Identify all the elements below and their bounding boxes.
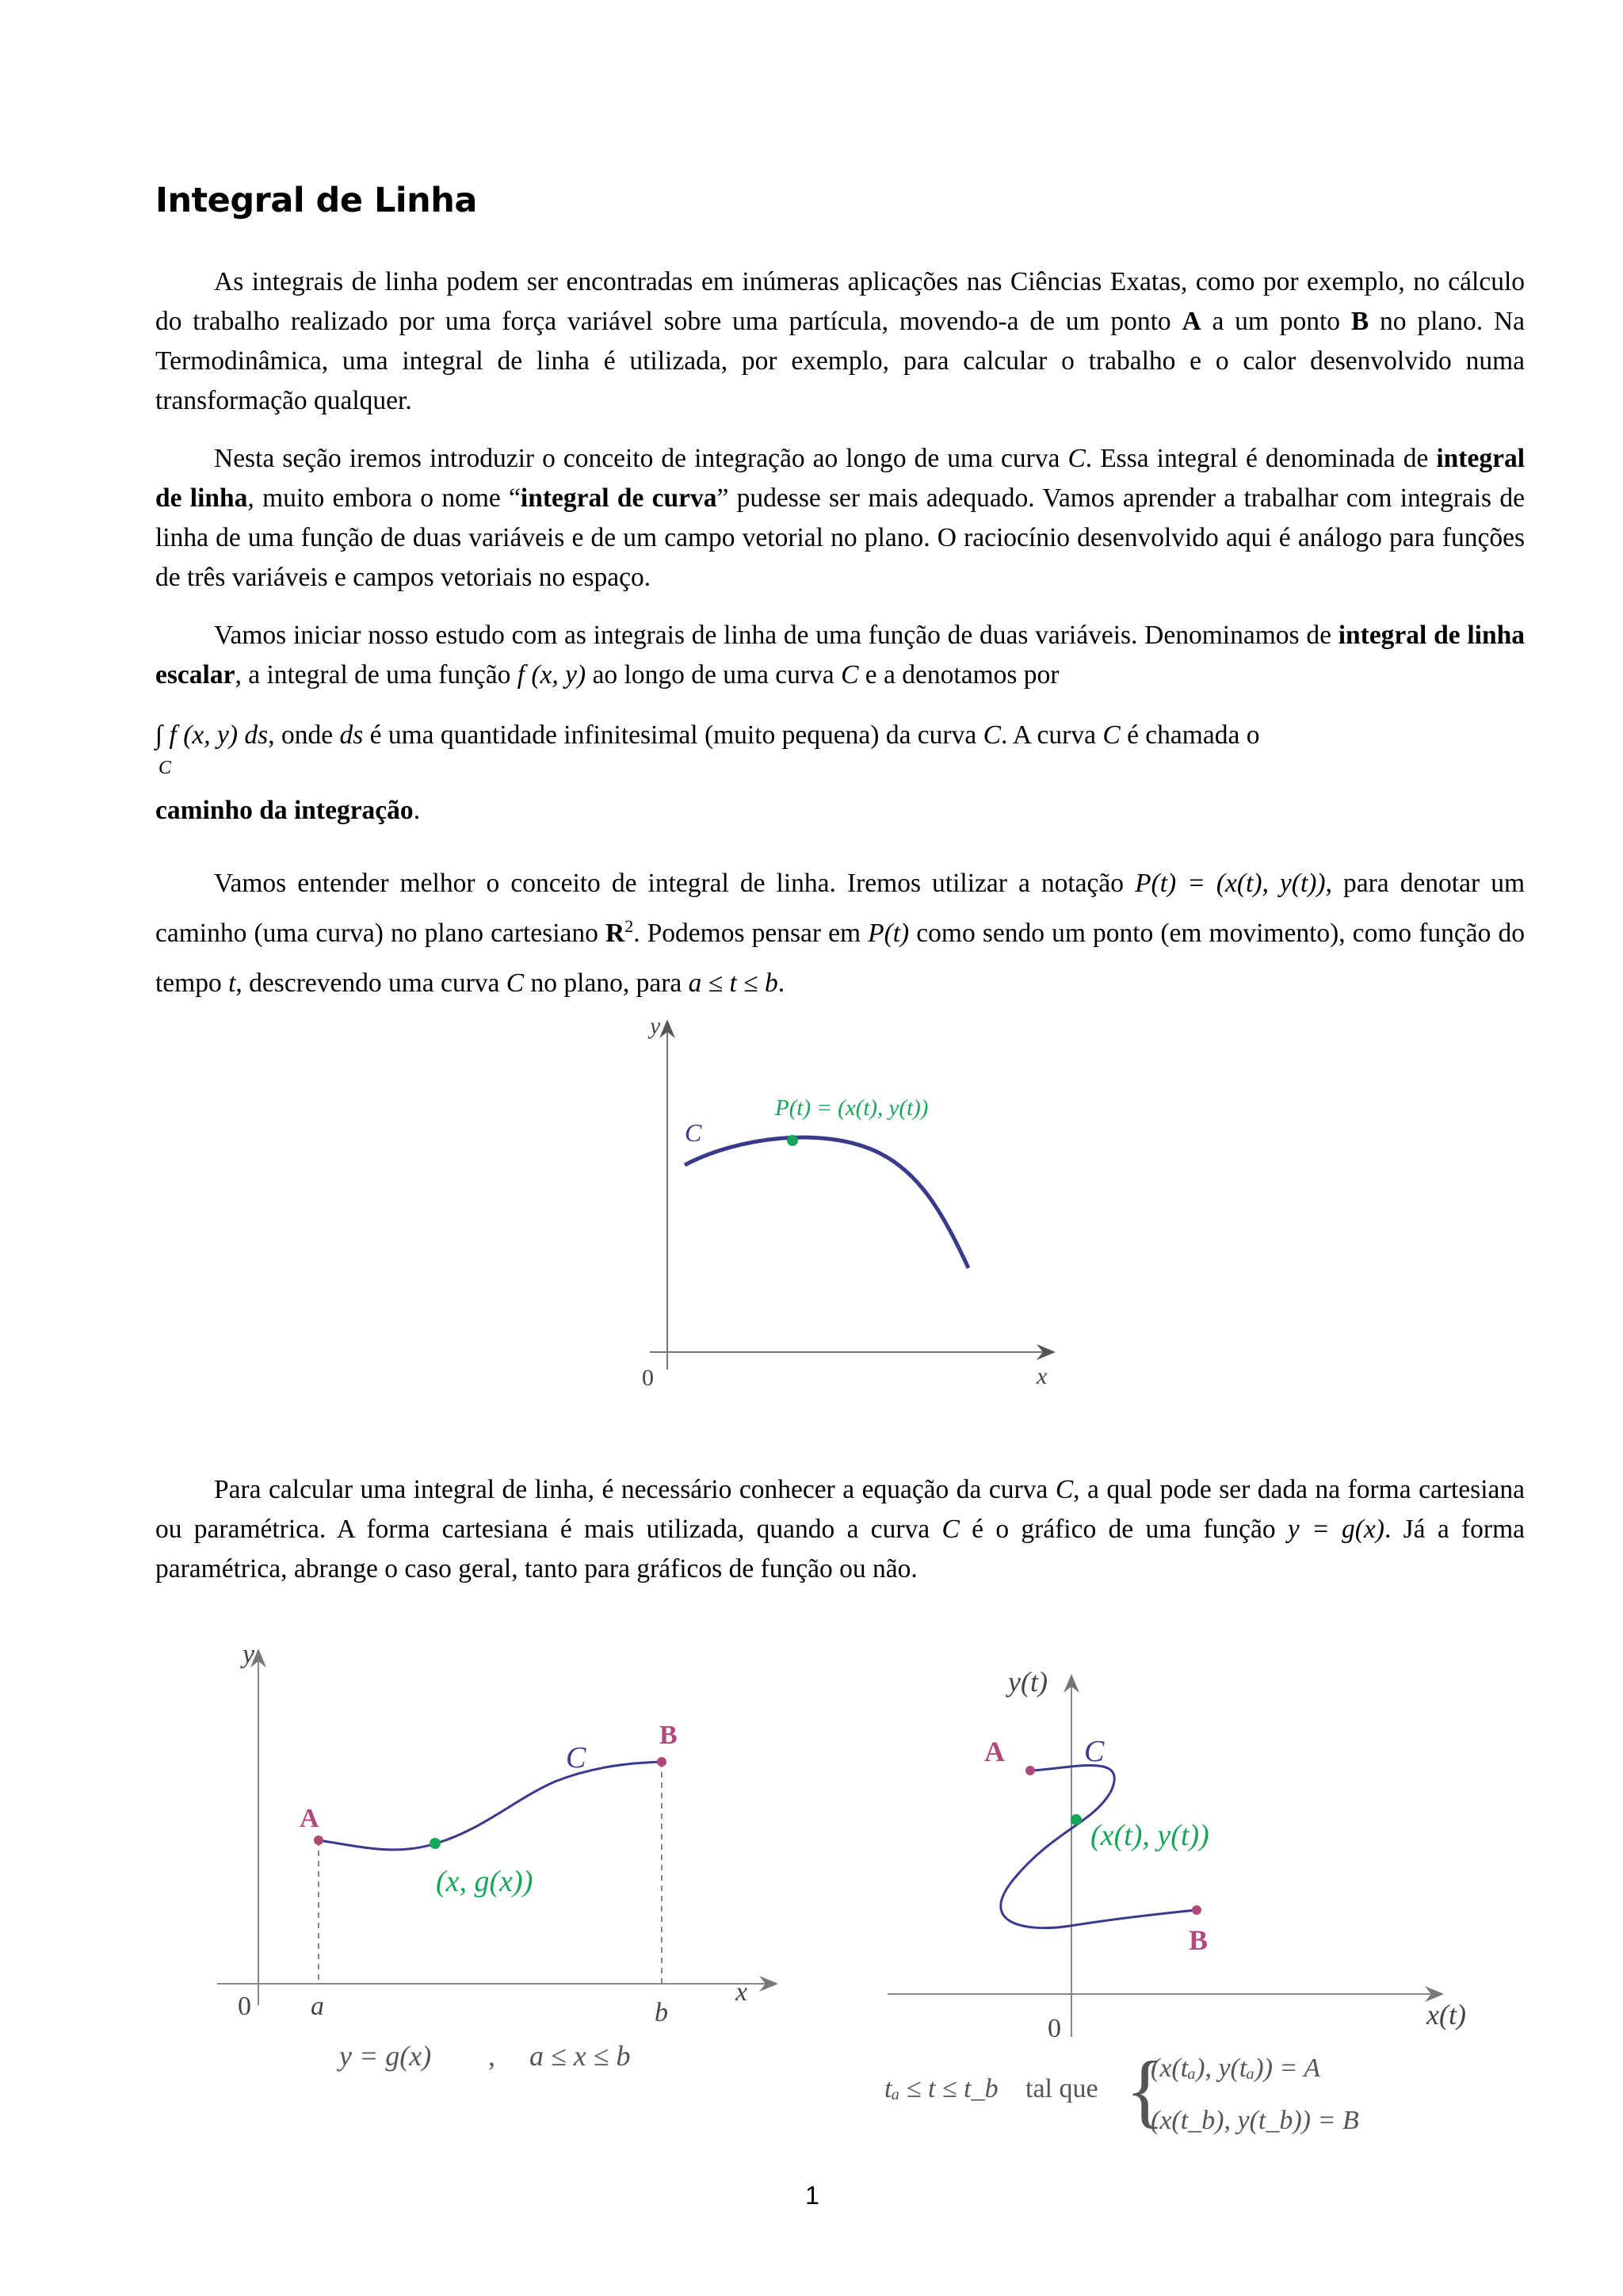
p3-text: ao longo de uma curva (586, 660, 842, 690)
point-p-label: P(t) = (x(t), y(t)) (775, 1095, 929, 1121)
p1-text: a um ponto (1201, 307, 1351, 336)
p3-text: , a integral de uma função (235, 660, 517, 690)
curve-ref: C (983, 720, 1001, 750)
point-xgx (430, 1838, 441, 1849)
curve-ref: C (506, 968, 525, 998)
point-p (787, 1135, 798, 1146)
caption-separator: , (488, 2040, 495, 2072)
point-b (657, 1757, 666, 1767)
figure-cartesian-curve (206, 1633, 792, 2092)
point-a-ref: A (1182, 307, 1201, 336)
term-caminho-integracao: caminho da integração (155, 796, 414, 825)
term-integral-de-curva: integral de curva (520, 483, 717, 513)
p3-text: , onde (268, 720, 340, 750)
y-axis-label: y(t) (1008, 1666, 1048, 1698)
p1-text: As integrais de linha podem ser encontradas em inúmeras aplicações nas Ciências Exatas, como por exemplo, no cálculo do trabalho realizado por uma força variável sobre uma partícula, movendo-a de um ponto (155, 267, 1525, 336)
figure-curve-p-of-t (618, 1014, 1062, 1395)
paragraph-1 (155, 262, 1525, 421)
origin-label: 0 (238, 1992, 251, 2021)
page-title: Integral de Linha (155, 181, 477, 220)
point-b (1192, 1905, 1201, 1915)
paragraph-4 (155, 858, 1525, 1008)
curve-ref: C (1067, 444, 1086, 473)
curve-ref: C (1055, 1475, 1074, 1504)
y-axis-label: y (242, 1640, 255, 1669)
interval-ineq: a ≤ t ≤ b (688, 968, 778, 998)
point-pt: P(t) (868, 919, 910, 948)
p4-text: , para denotar um caminho (uma curva) no plano cartesiano (155, 869, 1525, 948)
curve-label: C (685, 1118, 702, 1147)
point-xtyt (1071, 1814, 1082, 1825)
page-number: 1 (805, 2181, 819, 2210)
x-axis-label: x (1037, 1363, 1048, 1389)
p3-text: é uma quantidade infinitesimal (muito pequena) da curva (363, 720, 983, 750)
time-var: t (228, 968, 236, 998)
p3-text: é chamada o (1120, 720, 1260, 750)
paragraph-3 (155, 616, 1525, 695)
line-integral-notation (155, 716, 269, 778)
curve-ref: C (1102, 720, 1121, 750)
p2-text: , muito embora o nome “ (247, 483, 521, 513)
integral-subscript: C (158, 758, 172, 778)
r-symbol: R (605, 919, 625, 948)
origin-label: 0 (1048, 2014, 1061, 2043)
p4-text: . Podemos pensar em (633, 919, 869, 948)
point-xgx-label: (x, g(x)) (436, 1865, 533, 1898)
p2-text: . Essa integral é denominada de (1085, 444, 1437, 473)
point-b-ref: B (1350, 307, 1369, 336)
curve-label: C (566, 1741, 586, 1775)
point-a (314, 1836, 323, 1845)
paragraph-2 (155, 439, 1525, 598)
p5-text: . Já a forma paramétrica, abrange o caso geral, tanto para gráficos de função ou não. (155, 1515, 1526, 1584)
point-xtyt-label: (x(t), y(t)) (1090, 1819, 1209, 1852)
paragraph-3-line3 (155, 716, 1525, 778)
function-eq: y = g(x) (1287, 1515, 1384, 1544)
term-integral-de-linha: integral de linha (155, 444, 1525, 513)
b-tick-label: b (655, 1998, 668, 2027)
point-a-label: A (984, 1736, 1005, 1767)
p4-text: Vamos entender melhor o conceito de integral de linha. Iremos utilizar a notação (214, 869, 1136, 898)
p4-text: , descrevendo uma curva (235, 968, 506, 998)
p4-text: no plano, para (524, 968, 689, 998)
function-fxy: f (x, y) (517, 660, 586, 690)
origin-label: 0 (642, 1365, 654, 1391)
paragraph-5 (155, 1470, 1525, 1589)
curve-c (685, 1137, 968, 1268)
p3-text: . (413, 796, 421, 825)
paragraph-3-end (155, 791, 1525, 831)
point-b-label: B (1189, 1924, 1209, 1956)
p1-text: no plano. Na Termodinâmica, uma integral de linha é utilizada, por exemplo, para calcular o trabalho e o calor desenvolvido numa transformação qualquer. (155, 307, 1526, 415)
p2-text: Nesta seção iremos introduzir o conceito de integração ao longo de uma curva (214, 444, 1068, 473)
p4-text: . (777, 968, 785, 998)
r-exponent: 2 (624, 915, 634, 936)
p5-text: Para calcular uma integral de linha, é necessário conhecer a equação da curva (214, 1475, 1056, 1504)
figure-parametric-curve (872, 1633, 1490, 2156)
p3-text: Vamos iniciar nosso estudo com as integrais de linha de uma função de duas variáveis. Denominamos de (214, 621, 1338, 650)
caption-inequality: tₐ ≤ t ≤ t_b (884, 2074, 999, 2103)
p5-text: , a qual pode ser dada na forma cartesiana ou paramétrica. A forma cartesiana é mais utilizada, quando a curva (155, 1475, 1525, 1544)
caption-eq-a: (x(tₐ), y(tₐ)) = A (1151, 2053, 1320, 2083)
p3-text: e a denotamos por (858, 660, 1060, 690)
curve-ref: C (941, 1515, 960, 1544)
caption-inequality: a ≤ x ≤ b (529, 2040, 631, 2072)
p3-text: . A curva (1000, 720, 1103, 750)
y-axis-label: y (650, 1014, 661, 1039)
caption-equation: y = g(x) (339, 2040, 432, 2072)
point-a (1025, 1766, 1035, 1775)
a-tick-label: a (311, 1992, 324, 2021)
x-axis-label: x (735, 1977, 748, 2007)
p5-text: é o gráfico de uma função (959, 1515, 1288, 1544)
curve-ref: C (841, 660, 859, 690)
point-b-label: B (659, 1721, 678, 1750)
caption-eq-b: (x(t_b), y(t_b)) = B (1151, 2106, 1359, 2135)
point-a-label: A (300, 1804, 319, 1833)
curve-label: C (1084, 1735, 1105, 1768)
p2-text: ” pudesse ser mais adequado. Vamos aprender a trabalhar com integrais de linha de uma função de duas variáveis e de um campo vetorial no plano. O raciocínio desenvolvido aqui é análogo para funções de três variáveis e campos vetoriais no espaço. (155, 483, 1525, 592)
integral-expression: ∫ f (x, y) ds (155, 720, 269, 750)
x-axis-label: x(t) (1426, 1999, 1466, 2030)
term-integral-linha-escalar: integral de linha escalar (155, 621, 1525, 690)
p4-text: como sendo um ponto (em movimento), como função do tempo (155, 919, 1525, 998)
curve-c (319, 1762, 662, 1850)
caption-brace: { (1125, 2045, 1165, 2136)
caption-text: tal que (1025, 2074, 1098, 2103)
ds-ref: ds (339, 720, 364, 750)
curve-parametric-eq: P(t) = (x(t), y(t)) (1135, 869, 1326, 898)
